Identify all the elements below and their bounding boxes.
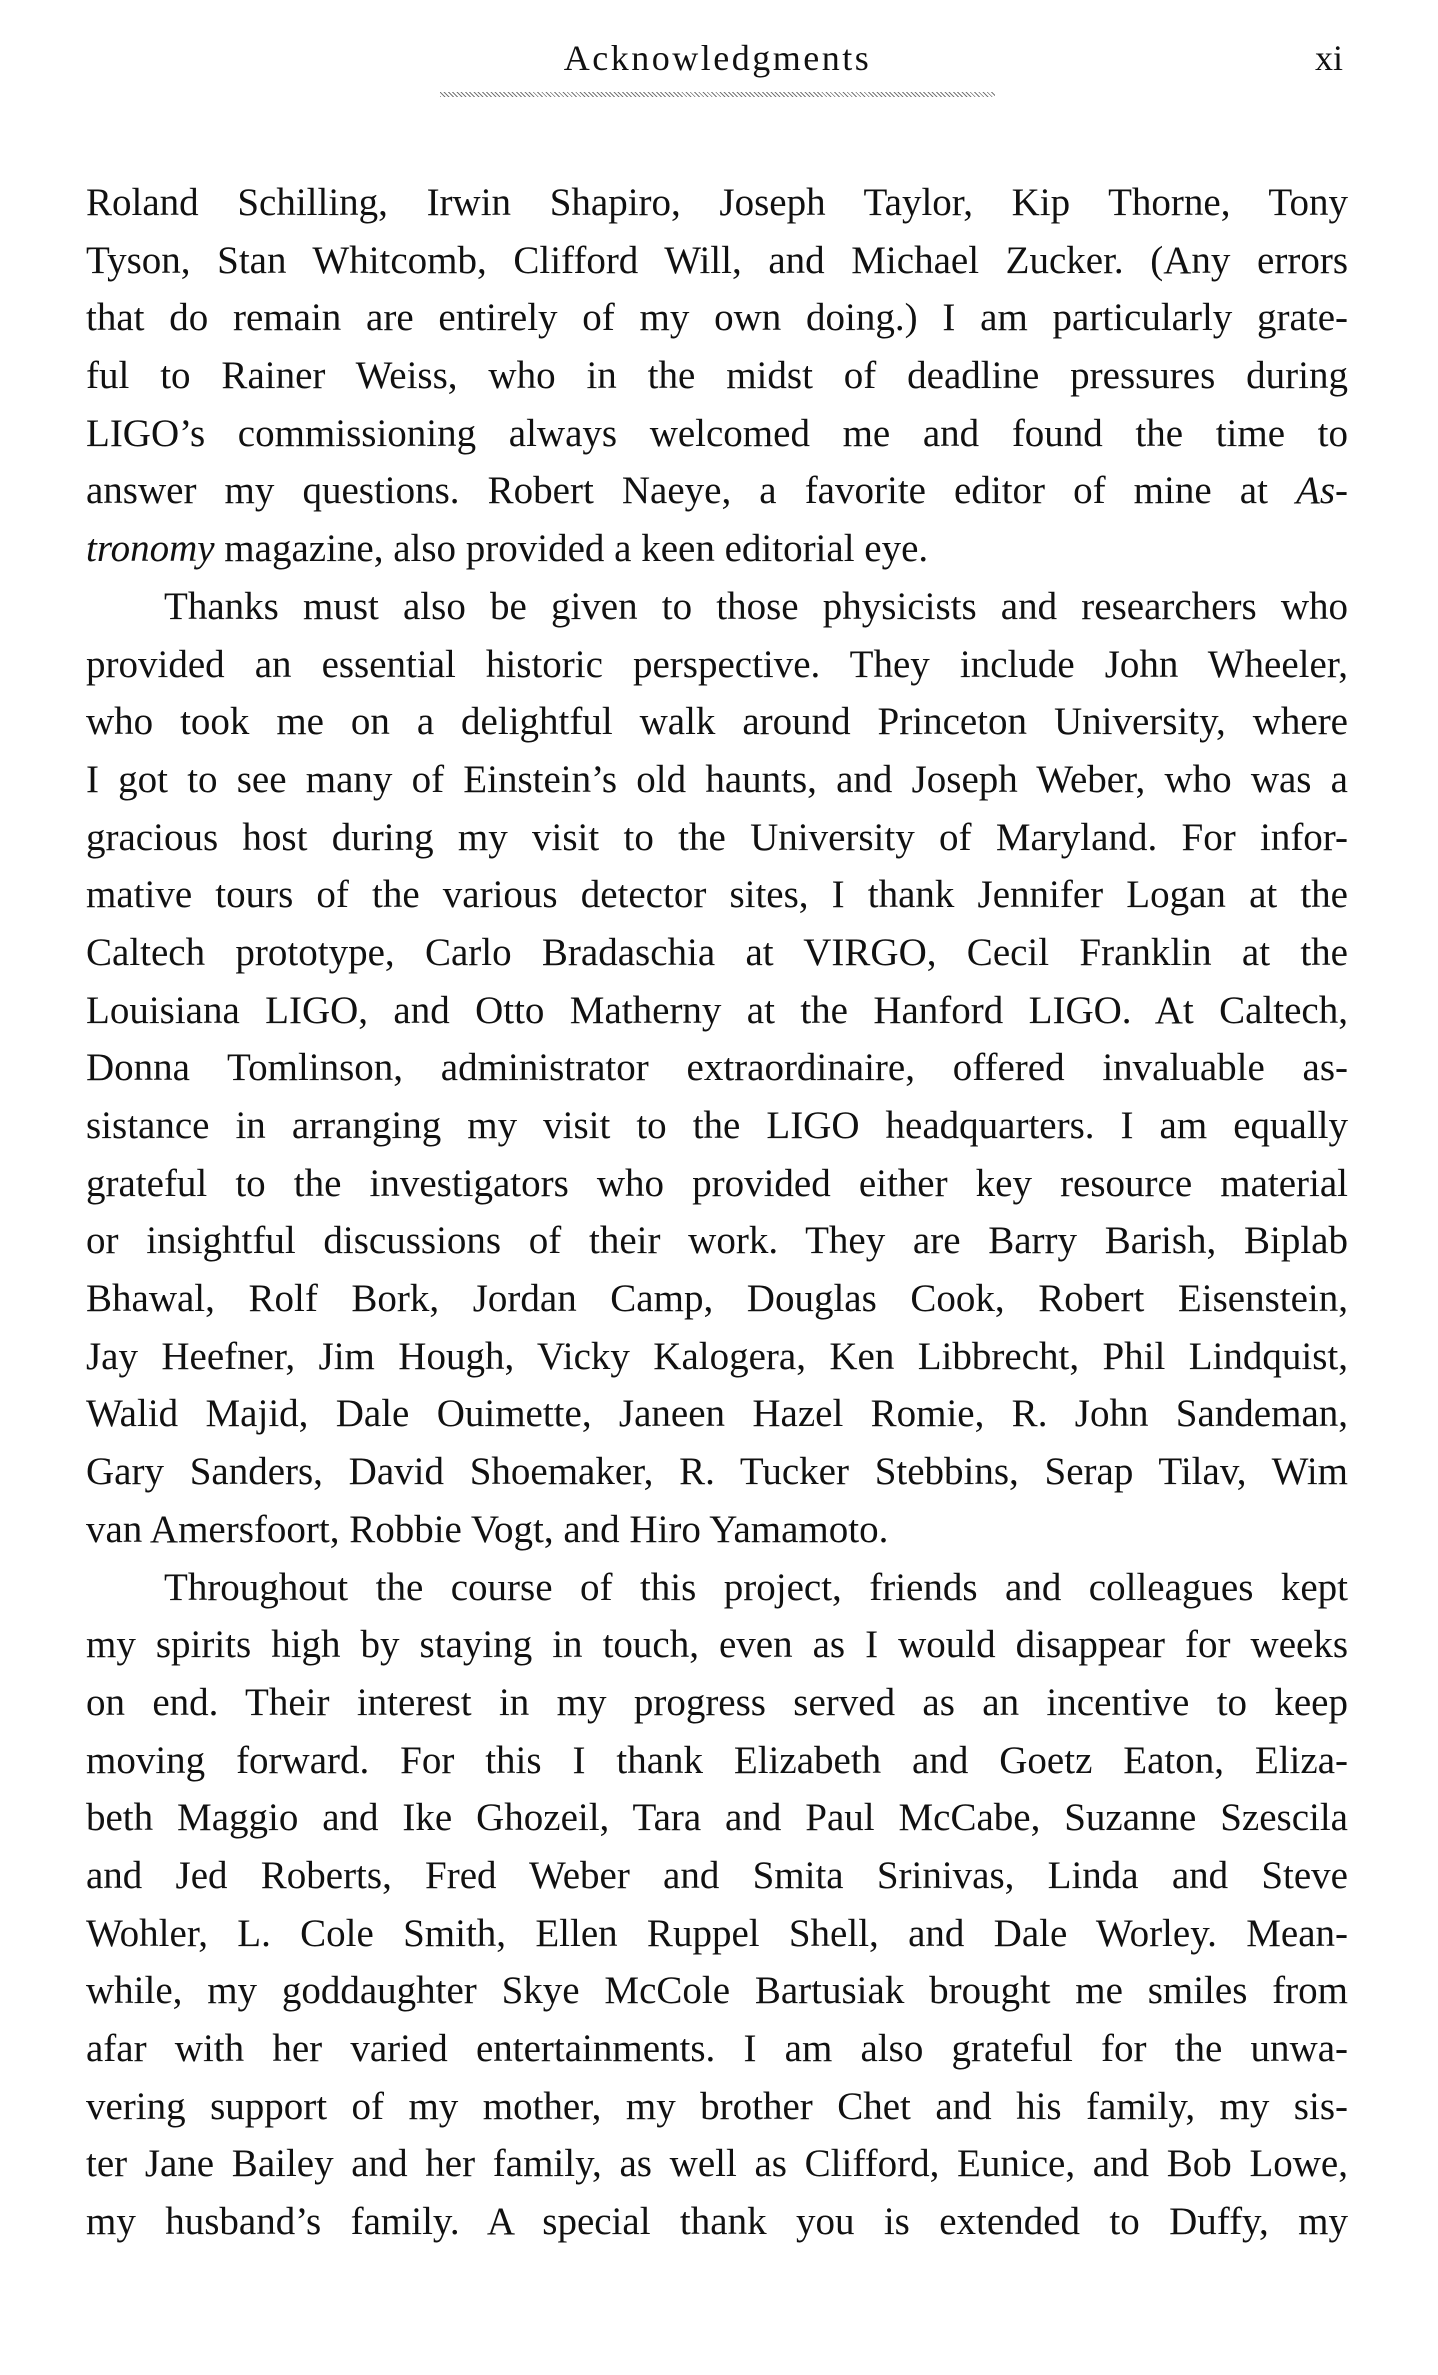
text-line: provided an essential historic perspective. They include John Wheeler, — [86, 642, 1348, 686]
text-line: ful to Rainer Weiss, who in the midst of deadline pressures during — [86, 354, 1348, 398]
text-line: Louisiana LIGO, and Otto Matherny at the Hanford LIGO. At Caltech, — [86, 988, 1348, 1032]
running-head-rule — [440, 92, 995, 97]
text-line: Caltech prototype, Carlo Bradaschia at VIRGO, Cecil Franklin at the — [86, 930, 1348, 974]
text-line: moving forward. For this I thank Elizabeth and Goetz Eaton, Eliza- — [86, 1738, 1348, 1782]
running-head-title: Acknowledgments — [563, 38, 872, 78]
text-line: ter Jane Bailey and her family, as well as Clifford, Eunice, and Bob Lowe, — [86, 2142, 1348, 2186]
text-line: grateful to the investigators who provided either key resource material — [86, 1161, 1348, 1205]
page-number: xi — [1314, 38, 1343, 78]
paragraph — [86, 1559, 1348, 2251]
text-line: LIGO’s commissioning always welcomed me and found the time to — [86, 411, 1348, 455]
paragraph — [86, 578, 1348, 1559]
text-line: afar with her varied entertainments. I am also grateful for the unwa- — [86, 2027, 1348, 2070]
text-line: while, my goddaughter Skye McCole Bartusiak brought me smiles from — [86, 1969, 1348, 2013]
text-line: my husband’s family. A special thank you is extended to Duffy, my — [86, 2200, 1348, 2244]
text-line: Tyson, Stan Whitcomb, Clifford Will, and Michael Zucker. (Any errors — [86, 238, 1348, 282]
text-line: my spirits high by staying in touch, even as I would disappear for weeks — [86, 1623, 1348, 1667]
paragraph — [86, 174, 1348, 578]
text-line: Roland Schilling, Irwin Shapiro, Joseph Taylor, Kip Thorne, Tony — [86, 181, 1348, 224]
text-line — [86, 520, 1348, 578]
text-line: Bhawal, Rolf Bork, Jordan Camp, Douglas Cook, Robert Eisenstein, — [86, 1277, 1348, 1321]
running-head — [0, 30, 1438, 100]
text-line: Thanks must also be given to those physicists and researchers who — [164, 584, 1348, 628]
text-line: or insightful discussions of their work. They are Barry Barish, Biplab — [86, 1219, 1348, 1263]
text-line — [86, 462, 1348, 520]
text-line: gracious host during my visit to the University of Maryland. For infor- — [86, 815, 1348, 859]
text-line: mative tours of the various detector sites, I thank Jennifer Logan at the — [86, 873, 1348, 917]
text-line: Donna Tomlinson, administrator extraordinaire, offered invaluable as- — [86, 1046, 1348, 1090]
text-line: van Amersfoort, Robbie Vogt, and Hiro Yamamoto. — [86, 1507, 889, 1551]
italic-text: tronomy — [86, 527, 215, 571]
text-segment: magazine, also provided a keen editorial eye. — [214, 527, 929, 571]
body-text — [86, 174, 1348, 2251]
text-line: Wohler, L. Cole Smith, Ellen Ruppel Shell, and Dale Worley. Mean- — [86, 1911, 1348, 1955]
text-line: and Jed Roberts, Fred Weber and Smita Srinivas, Linda and Steve — [86, 1853, 1348, 1897]
text-line: I got to see many of Einstein’s old haunts, and Joseph Weber, who was a — [86, 757, 1348, 801]
text-line: Throughout the course of this project, friends and colleagues kept — [164, 1565, 1348, 1609]
text-line: Jay Heefner, Jim Hough, Vicky Kalogera, Ken Libbrecht, Phil Lindquist, — [86, 1334, 1348, 1378]
text-line: Gary Sanders, David Shoemaker, R. Tucker Stebbins, Serap Tilav, Wim — [86, 1450, 1348, 1494]
italic-text: As- — [1296, 469, 1348, 513]
text-line: beth Maggio and Ike Ghozeil, Tara and Paul McCabe, Suzanne Szescila — [86, 1796, 1348, 1840]
text-line: Walid Majid, Dale Ouimette, Janeen Hazel Romie, R. John Sandeman, — [86, 1392, 1348, 1436]
text-line: that do remain are entirely of my own doing.) I am particularly grate- — [86, 296, 1348, 340]
text-line: sistance in arranging my visit to the LIGO headquarters. I am equally — [86, 1104, 1348, 1147]
text-line: on end. Their interest in my progress served as an incentive to keep — [86, 1680, 1348, 1724]
text-line: who took me on a delightful walk around Princeton University, where — [86, 700, 1348, 744]
text-line: vering support of my mother, my brother Chet and his family, my sis- — [86, 2084, 1348, 2128]
text-segment: answer my questions. Robert Naeye, a favorite editor of mine at — [86, 469, 1296, 513]
